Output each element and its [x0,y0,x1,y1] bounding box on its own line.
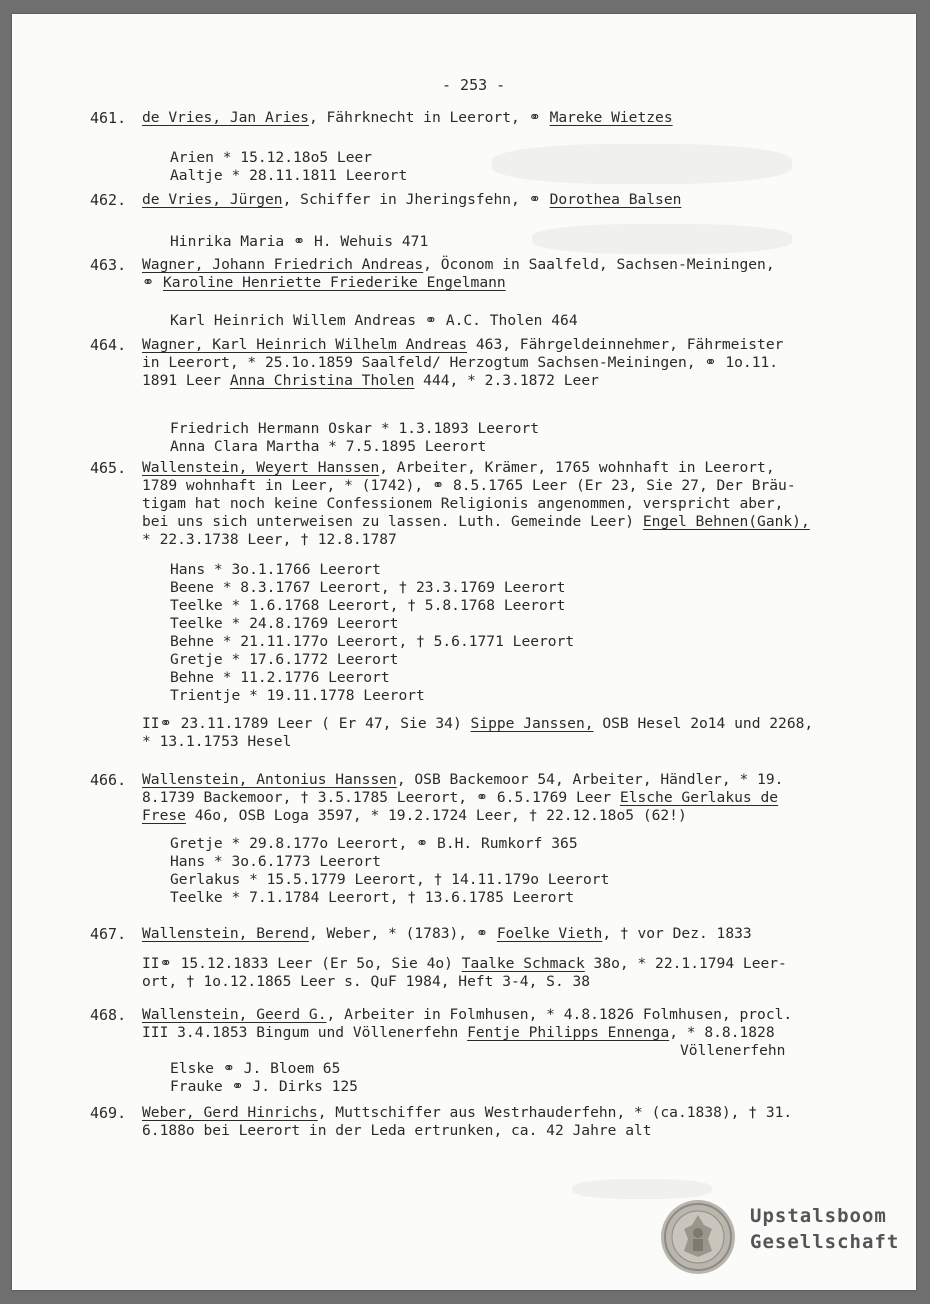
child-line: Teelke * 1.6.1768 Leerort, † 5.8.1768 Leerort [170,597,566,614]
entry-line: * 13.1.1753 Hesel [142,733,292,750]
entry-line [142,274,506,292]
entry-number: 463. [90,256,127,274]
entry-number: 465. [90,459,127,477]
child-line: Arien * 15.12.18o5 Leer [170,149,373,166]
page-number: - 253 - [442,76,506,94]
entry-line [142,372,599,390]
spouse-name: Dorothea Balsen [549,191,682,208]
entry-line [142,715,813,733]
spouse-name: Karoline Henriette Friederike Engelmann [163,274,506,291]
entry-text: , Arbeiter in Folmhusen, * 4.8.1826 Folmhusen, procl. [326,1006,793,1023]
child-line: Behne * 21.11.177o Leerort, † 5.6.1771 Leerort [170,633,575,650]
child-line: Teelke * 7.1.1784 Leerort, † 13.6.1785 Leerort [170,889,575,906]
spouse-name: Sippe Janssen, [470,715,594,732]
child-line: Beene * 8.3.1767 Leerort, † 23.3.1769 Leerort [170,579,566,596]
entry-line [142,1104,792,1122]
entry-line [142,513,810,531]
child-line: Anna Clara Martha * 7.5.1895 Leerort [170,438,487,455]
entry-line: 1789 wohnhaft in Leer, * (1742), ⚭ 8.5.1765 Leer (Er 23, Sie 27, Der Bräu- [142,477,796,494]
person-name: Wallenstein, Geerd G. [142,1006,327,1023]
entry-line [142,459,775,477]
entry-line: tigam hat noch keine Confessionem Religionis angenommen, verspricht aber, [142,495,784,512]
entry-number: 461. [90,109,127,127]
entry-line [142,807,687,825]
scan-smudge [492,144,792,184]
child-line: Hinrika Maria ⚭ H. Wehuis 471 [170,233,429,250]
child-line: Trientje * 19.11.1778 Leerort [170,687,425,704]
child-line: Frauke ⚭ J. Dirks 125 [170,1078,358,1095]
entry-number: 469. [90,1104,127,1122]
person-name: Wallenstein, Berend [142,925,309,942]
scan-smudge [572,1179,712,1199]
entry-line: 6.188o bei Leerort in der Leda ertrunken, ca. 42 Jahre alt [142,1122,652,1139]
entry-text: OSB Hesel 2o14 und 2268, [593,715,814,732]
entry-text: , * 8.8.1828 [669,1024,775,1041]
entry-line [142,789,778,807]
child-line: Elske ⚭ J. Bloem 65 [170,1060,341,1077]
child-line: Behne * 11.2.1776 Leerort [170,669,390,686]
person-name: Weber, Gerd Hinrichs [142,1104,318,1121]
entry-line [142,191,681,209]
entry-text: , Muttschiffer aus Westrhauderfehn, * (ca.1838), † 31. [317,1104,793,1121]
entry-number: 462. [90,191,127,209]
entry-line [142,955,787,973]
entry-text: , Arbeiter, Krämer, 1765 wohnhaft in Leerort, [379,459,775,476]
entry-line: Völlenerfehn [680,1042,786,1059]
child-line: Aaltje * 28.11.1811 Leerort [170,167,408,184]
spouse-name: Engel Behnen(Gank), [642,513,810,530]
logo-text-line1: Upstalsboom [750,1205,887,1227]
spouse-name: Foelke Vieth [496,925,603,942]
child-line: Karl Heinrich Willem Andreas ⚭ A.C. Tholen 464 [170,312,578,329]
scan-smudge [532,224,792,254]
entry-text: ⚭ [142,274,164,291]
child-line: Teelke * 24.8.1769 Leerort [170,615,399,632]
entry-text: 444, * 2.3.1872 Leer [414,372,599,389]
person-name: Wallenstein, Weyert Hanssen [142,459,380,476]
person-name: de Vries, Jürgen [142,191,283,208]
entry-text: 46o, OSB Loga 3597, * 19.2.1724 Leer, † 22.12.18o5 (62!) [185,807,687,824]
person-name: de Vries, Jan Aries [142,109,309,126]
entry-line: ort, † 1o.12.1865 Leer s. QuF 1984, Heft 3-4, S. 38 [142,973,591,990]
publisher-logo [660,1199,910,1279]
child-line: Hans * 3o.1.1766 Leerort [170,561,381,578]
entry-line: * 22.3.1738 Leer, † 12.8.1787 [142,531,397,548]
entry-line [142,771,783,789]
spouse-name: Mareke Wietzes [549,109,673,126]
seal-icon [660,1199,736,1275]
spouse-name: Anna Christina Tholen [229,372,415,389]
entry-line [142,336,783,354]
entry-text: , OSB Backemoor 54, Arbeiter, Händler, * 19. [396,771,784,788]
spouse-name: Taalke Schmack [461,955,585,972]
entry-line [142,256,775,274]
entry-text: II⚭ 23.11.1789 Leer ( Er 47, Sie 34) [142,715,471,732]
entry-text: III 3.4.1853 Bingum und Völlenerfehn [142,1024,468,1041]
entry-text: , Weber, * (1783), ⚭ [308,925,497,942]
document-page [12,14,916,1290]
person-name: Wallenstein, Antonius Hanssen [142,771,397,788]
entry-line [142,925,752,943]
child-line: Gretje * 29.8.177o Leerort, ⚭ B.H. Rumkorf 365 [170,835,578,852]
entry-number: 468. [90,1006,127,1024]
entry-line: in Leerort, * 25.1o.1859 Saalfeld/ Herzogtum Sachsen-Meiningen, ⚭ 1o.11. [142,354,779,371]
spouse-name: Fentje Philipps Ennenga [467,1024,670,1041]
entry-text: , † vor Dez. 1833 [602,925,752,942]
logo-text-line2: Gesellschaft [750,1231,900,1253]
child-line: Hans * 3o.6.1773 Leerort [170,853,381,870]
entry-line [142,1024,775,1042]
entry-text: , Schiffer in Jheringsfehn, ⚭ [282,191,550,208]
entry-text: 463, Fährgeldeinnehmer, Fährmeister [467,336,784,353]
entry-line [142,109,673,127]
entry-text: II⚭ 15.12.1833 Leer (Er 5o, Sie 4o) [142,955,462,972]
entry-text: , Fährknecht in Leerort, ⚭ [308,109,550,126]
entry-text: 8.1739 Backemoor, † 3.5.1785 Leerort, ⚭ 6.5.1769 Leer [142,789,620,806]
spouse-name: Elsche Gerlakus de [619,789,779,806]
person-name: Wagner, Johann Friedrich Andreas [142,256,424,273]
entry-text: 1891 Leer [142,372,230,389]
spouse-name: Frese [142,807,186,824]
person-name: Wagner, Karl Heinrich Wilhelm Andreas [142,336,468,353]
entry-line [142,1006,792,1024]
child-line: Gretje * 17.6.1772 Leerort [170,651,399,668]
child-line: Gerlakus * 15.5.1779 Leerort, † 14.11.179o Leerort [170,871,610,888]
entry-number: 464. [90,336,127,354]
entry-number: 466. [90,771,127,789]
child-line: Friedrich Hermann Oskar * 1.3.1893 Leerort [170,420,540,437]
entry-text: 38o, * 22.1.1794 Leer- [584,955,787,972]
entry-text: bei uns sich unterweisen zu lassen. Luth. Gemeinde Leer) [142,513,643,530]
entry-text: , Öconom in Saalfeld, Sachsen-Meiningen, [423,256,775,273]
entry-number: 467. [90,925,127,943]
